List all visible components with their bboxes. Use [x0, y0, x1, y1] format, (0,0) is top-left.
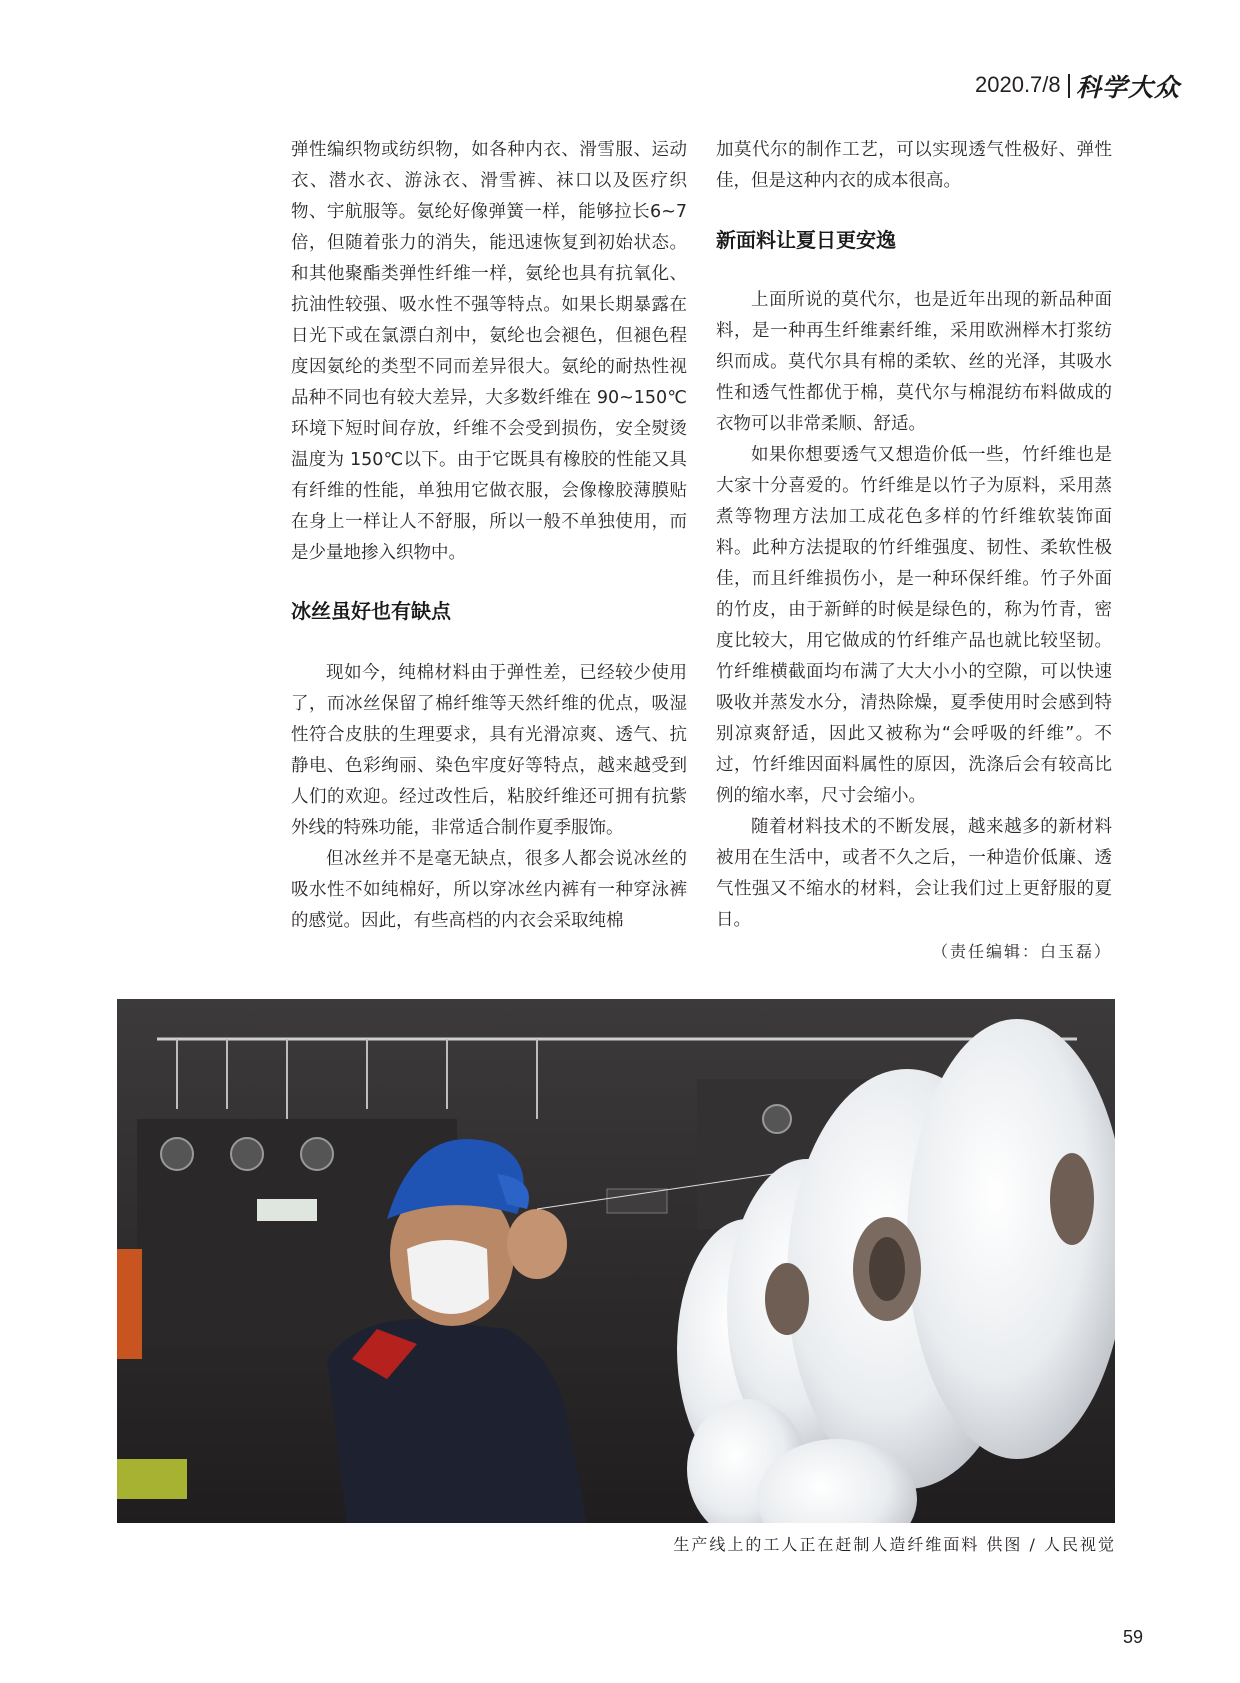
left-column	[291, 135, 687, 937]
editor-credit: （责任编辑：白玉磊）	[931, 942, 1112, 961]
page-number: 59	[1123, 1627, 1144, 1647]
right-column	[716, 135, 1112, 967]
paragraph: 弹性编织物或纺织物，如各种内衣、滑雪服、运动衣、潜水衣、游泳衣、滑雪裤、袜口以及医疗织物、宇航服等。氨纶好像弹簧一样，能够拉长6~7 倍，但随着张力的消失，能迅速恢复到初始状态。和其他聚酯类弹性纤维一样，氨纶也具有抗氧化、抗油性较强、吸水性不强等特点。如果长期暴露在日光下或在氯漂白剂中，氨纶也会褪色，但褪色程度因氨纶的类型不同而差异很大。氨纶的耐热性视品种不同也有较大差异，大多数纤维在 90~150℃环境下短时间存放，纤维不会受到损伤，安全熨烫温度为 150℃以下。由于它既具有橡胶的性能又具有纤维的性能，单独用它做衣服，会像橡胶薄膜贴在身上一样让人不舒服，所以一般不单独使用，而是少量地掺入织物中。	[291, 140, 687, 563]
magazine-logo: 科学大众	[1076, 73, 1181, 102]
paragraph: 但冰丝并不是毫无缺点，很多人都会说冰丝的吸水性不如纯棉好，所以穿冰丝内裤有一种穿泳裤的感觉。因此，有些高档的内衣会采取纯棉	[291, 849, 687, 931]
factory-photo	[117, 999, 1115, 1523]
paragraph: 加莫代尔的制作工艺，可以实现透气性极好、弹性佳，但是这种内衣的成本很高。	[716, 140, 1112, 191]
paragraph: 如果你想要透气又想造价低一些，竹纤维也是大家十分喜爱的。竹纤维是以竹子为原料，采用蒸煮等物理方法加工成花色多样的竹纤维软装饰面料。此种方法提取的竹纤维强度、韧性、柔软性极佳，而且纤维损伤小，是一种环保纤维。竹子外面的竹皮，由于新鲜的时候是绿色的，称为竹青，密度比较大，用它做成的竹纤维产品也就比较坚韧。竹纤维横截面均布满了大大小小的空隙，可以快速吸收并蒸发水分，清热除燥，夏季使用时会感到特别凉爽舒适，因此又被称为“会呼吸的纤维”。不过，竹纤维因面料属性的原因，洗涤后会有较高比例的缩水率，尺寸会缩小。	[716, 445, 1112, 806]
section-heading: 冰丝虽好也有缺点	[291, 599, 451, 623]
paragraph: 上面所说的莫代尔，也是近年出现的新品种面料，是一种再生纤维素纤维，采用欧洲榉木打浆纺织而成。莫代尔具有棉的柔软、丝的光泽，其吸水性和透气性都优于棉，莫代尔与棉混纺布料做成的衣物可以非常柔顺、舒适。	[716, 290, 1112, 434]
issue-date: 2020.7/8	[975, 72, 1061, 97]
header-separator	[1068, 74, 1070, 98]
photo-caption: 生产线上的工人正在赶制人造纤维面料 供图 / 人民视觉	[673, 1535, 1116, 1554]
paragraph: 现如今，纯棉材料由于弹性差，已经较少使用了，而冰丝保留了棉纤维等天然纤维的优点，吸湿性符合皮肤的生理要求，具有光滑凉爽、透气、抗静电、色彩绚丽、染色牢度好等特点，越来越受到人们的欢迎。经过改性后，粘胶纤维还可拥有抗紫外线的特殊功能，非常适合制作夏季服饰。	[291, 663, 687, 838]
paragraph: 随着材料技术的不断发展，越来越多的新材料被用在生活中，或者不久之后，一种造价低廉、透气性强又不缩水的材料，会让我们过上更舒服的夏日。	[716, 817, 1112, 930]
section-heading: 新面料让夏日更安逸	[716, 228, 896, 252]
